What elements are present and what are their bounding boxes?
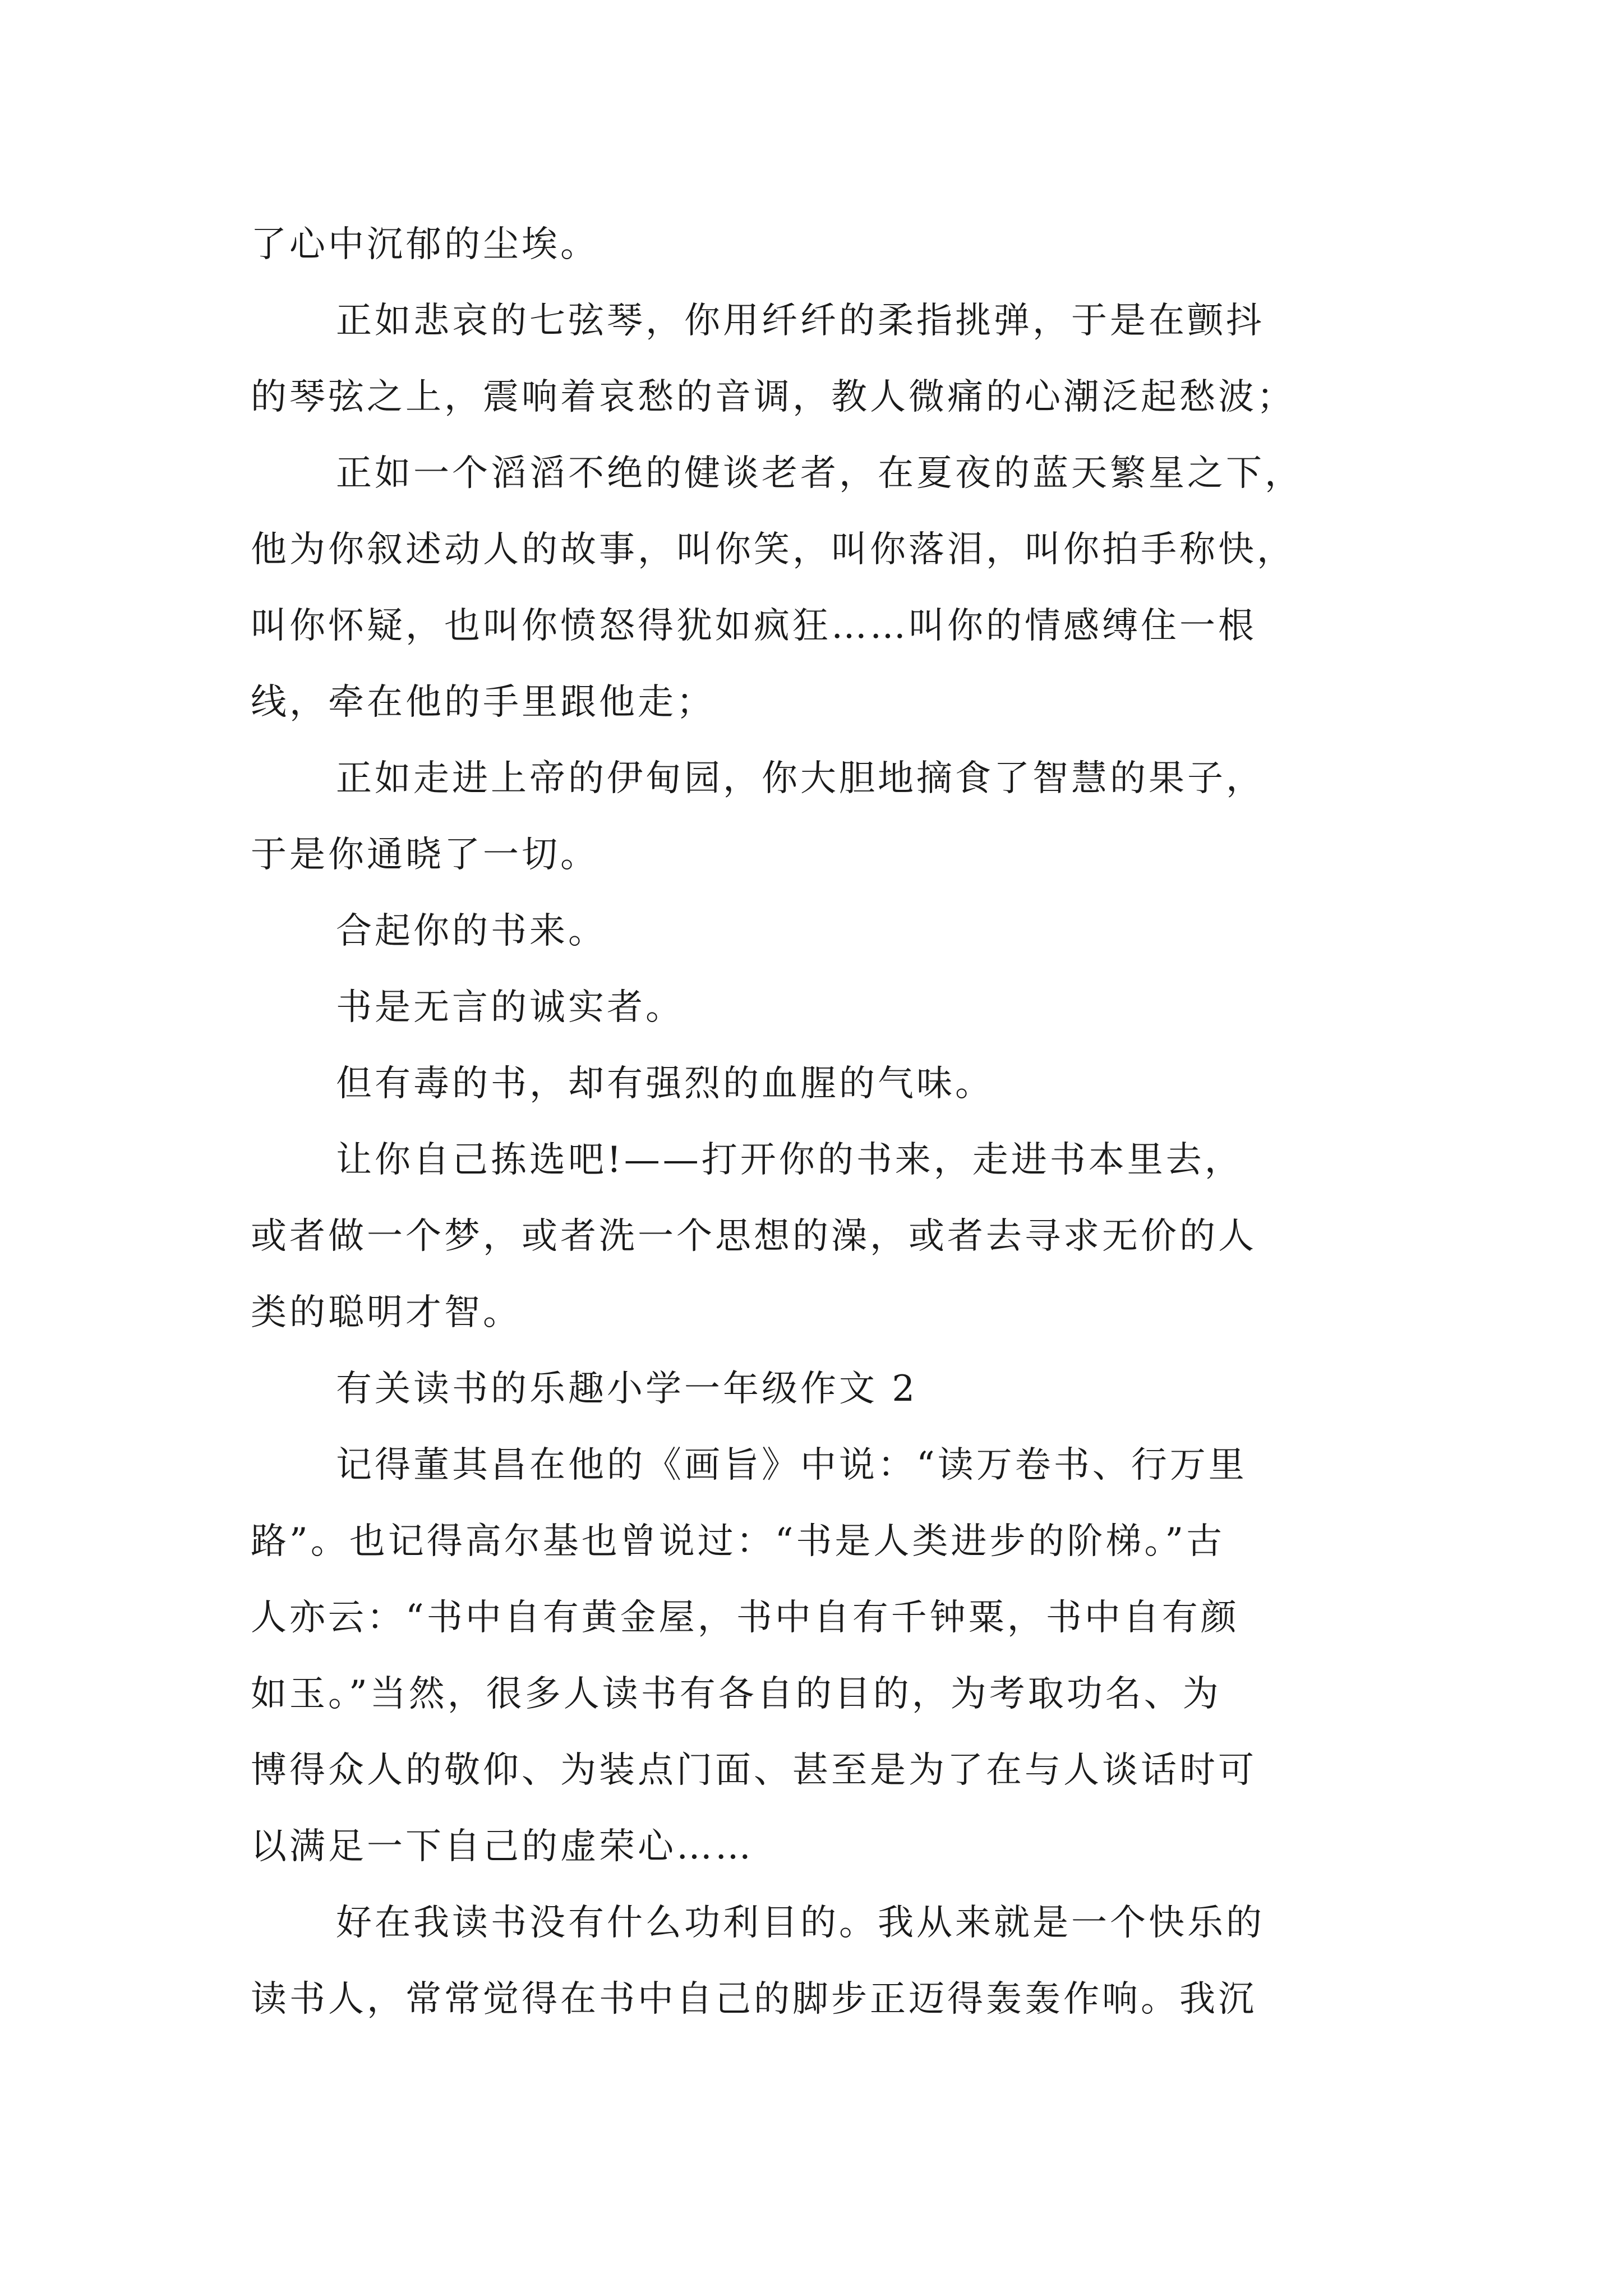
- text-line: 以满足一下自己的虚荣心……: [251, 1826, 754, 1867]
- text-line: 博得众人的敬仰、为装点门面、甚至是为了在与人谈话时可: [251, 1750, 1257, 1791]
- text-line: 或者做一个梦，或者洗一个思想的澡，或者去寻求无价的人: [251, 1216, 1257, 1257]
- text-line: 叫你怀疑，也叫你愤怒得犹如疯狂……叫你的情感缚住一根: [251, 605, 1257, 647]
- text-line: 记得董其昌在他的《画旨》中说：“读万卷书、行万里: [336, 1444, 1247, 1486]
- text-line: 好在我读书没有什么功利目的。我从来就是一个快乐的: [336, 1902, 1265, 1944]
- text-line: 读书人，常常觉得在书中自己的脚步正迈得轰轰作响。我沉: [251, 1978, 1257, 2020]
- text-line: 于是你通晓了一切。: [251, 834, 599, 876]
- section-heading: 有关读书的乐趣小学一年级作文 2: [336, 1368, 918, 1410]
- text-line: 人亦云：“书中自有黄金屋，书中自有千钟粟，书中自有颜: [251, 1597, 1239, 1639]
- text-line: 正如悲哀的七弦琴，你用纤纤的柔指挑弹，于是在颤抖: [336, 300, 1265, 342]
- body-text: [251, 206, 1372, 2037]
- text-line: 合起你的书来。: [336, 910, 607, 952]
- text-line: 书是无言的诚实者。: [336, 987, 684, 1028]
- text-line: 正如走进上帝的伊甸园，你大胆地摘食了智慧的果子，: [336, 758, 1265, 799]
- text-line: 正如一个滔滔不绝的健谈老者，在夏夜的蓝天繁星之下，: [336, 453, 1303, 494]
- text-line: 的琴弦之上，震响着哀愁的音调，教人微痛的心潮泛起愁波；: [251, 376, 1295, 418]
- text-line: 如玉。”当然，很多人读书有各自的目的，为考取功名、为: [251, 1673, 1221, 1715]
- text-line: 了心中沉郁的尘埃。: [251, 224, 599, 265]
- text-line: 让你自己拣选吧!——打开你的书来，走进书本里去，: [336, 1139, 1243, 1181]
- text-line: 类的聪明才智。: [251, 1292, 522, 1333]
- text-line: 线，牵在他的手里跟他走；: [251, 682, 715, 723]
- text-line: 他为你叙述动人的故事，叫你笑，叫你落泪，叫你拍手称快，: [251, 529, 1295, 570]
- text-line: 但有毒的书，却有强烈的血腥的气味。: [336, 1063, 994, 1105]
- text-line: 路”。也记得高尔基也曾说过：“书是人类进步的阶梯。”古: [251, 1521, 1225, 1562]
